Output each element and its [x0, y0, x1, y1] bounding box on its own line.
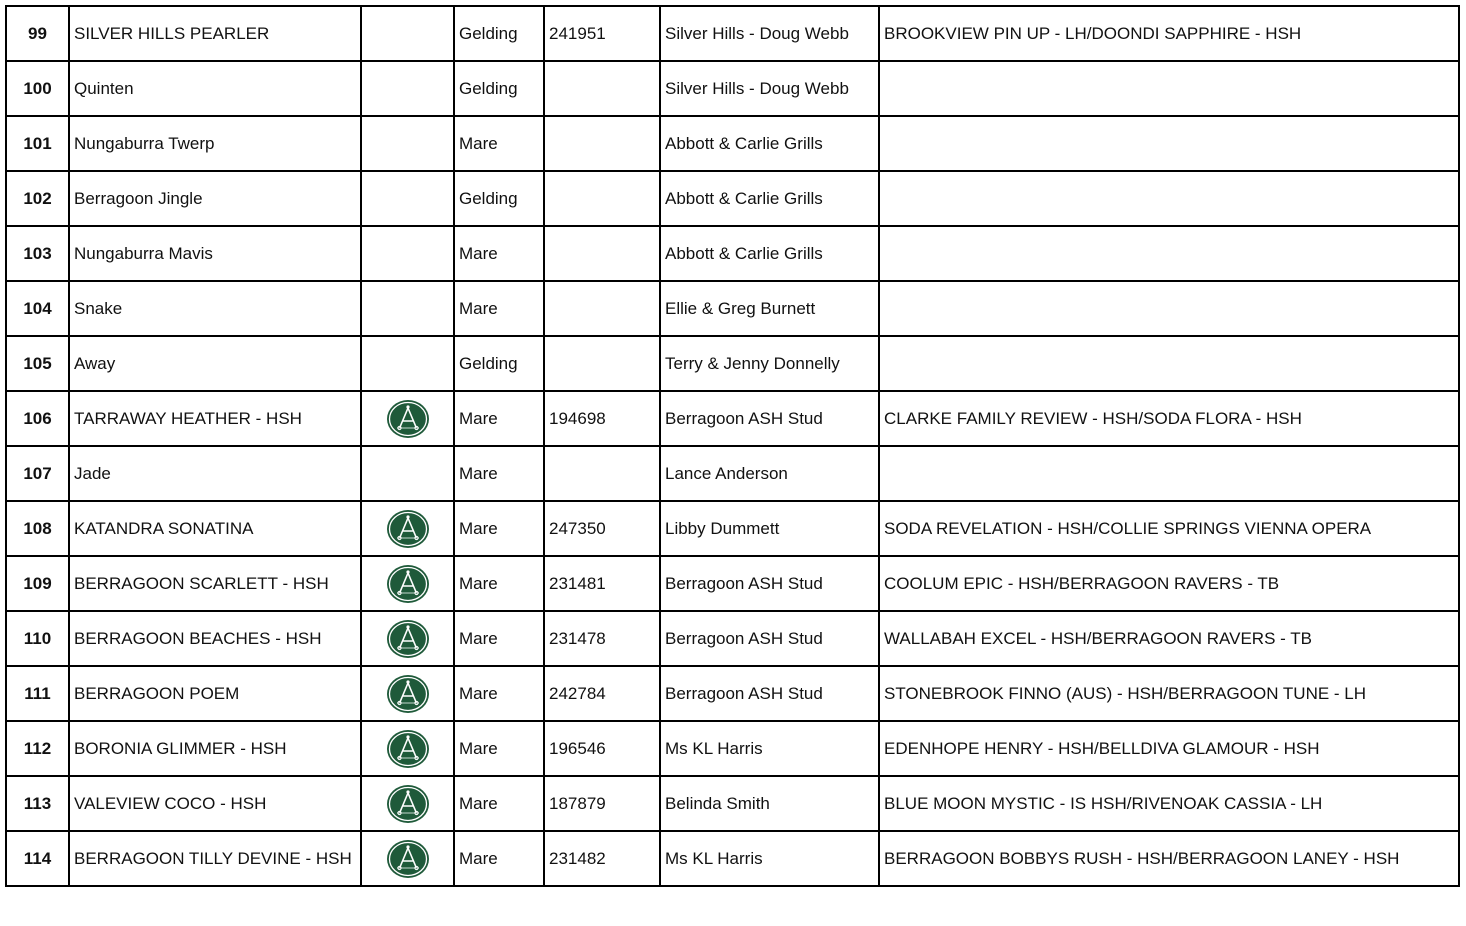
entry-number: 104 — [6, 281, 69, 336]
owner-name: Abbott & Carlie Grills — [660, 226, 879, 281]
owner-name: Berragoon ASH Stud — [660, 666, 879, 721]
pedigree: BROOKVIEW PIN UP - LH/DOONDI SAPPHIRE - HSH — [879, 6, 1459, 61]
pedigree: BLUE MOON MYSTIC - IS HSH/RIVENOAK CASSIA - LH — [879, 776, 1459, 831]
entries-table — [5, 5, 1460, 887]
owner-name: Ms KL Harris — [660, 831, 879, 886]
entry-number: 100 — [6, 61, 69, 116]
logo-cell — [361, 831, 454, 886]
entry-number: 110 — [6, 611, 69, 666]
owner-name: Berragoon ASH Stud — [660, 556, 879, 611]
entry-number: 106 — [6, 391, 69, 446]
registration-number — [544, 61, 660, 116]
owner-name: Terry & Jenny Donnelly — [660, 336, 879, 391]
table-row — [6, 391, 1459, 446]
table-row — [6, 116, 1459, 171]
pedigree: CLARKE FAMILY REVIEW - HSH/SODA FLORA - HSH — [879, 391, 1459, 446]
owner-name: Berragoon ASH Stud — [660, 391, 879, 446]
pedigree — [879, 446, 1459, 501]
logo-cell — [361, 446, 454, 501]
horse-sex: Mare — [454, 501, 544, 556]
logo-cell — [361, 391, 454, 446]
society-emblem-icon — [386, 619, 430, 659]
horse-sex: Mare — [454, 391, 544, 446]
horse-name: BERRAGOON SCARLETT - HSH — [69, 556, 361, 611]
entry-number: 111 — [6, 666, 69, 721]
logo-cell — [361, 556, 454, 611]
registration-number: 194698 — [544, 391, 660, 446]
registration-number: 247350 — [544, 501, 660, 556]
table-row — [6, 721, 1459, 776]
registration-number: 242784 — [544, 666, 660, 721]
registration-number — [544, 336, 660, 391]
entry-number: 109 — [6, 556, 69, 611]
logo-cell — [361, 61, 454, 116]
table-row — [6, 446, 1459, 501]
pedigree — [879, 226, 1459, 281]
owner-name: Silver Hills - Doug Webb — [660, 61, 879, 116]
pedigree: COOLUM EPIC - HSH/BERRAGOON RAVERS - TB — [879, 556, 1459, 611]
pedigree: EDENHOPE HENRY - HSH/BELLDIVA GLAMOUR - HSH — [879, 721, 1459, 776]
owner-name: Ms KL Harris — [660, 721, 879, 776]
horse-sex: Gelding — [454, 61, 544, 116]
horse-name: Nungaburra Twerp — [69, 116, 361, 171]
table-row — [6, 501, 1459, 556]
pedigree — [879, 336, 1459, 391]
society-emblem-icon — [386, 674, 430, 714]
society-emblem-icon — [386, 509, 430, 549]
entry-number: 99 — [6, 6, 69, 61]
owner-name: Ellie & Greg Burnett — [660, 281, 879, 336]
owner-name: Silver Hills - Doug Webb — [660, 6, 879, 61]
owner-name: Lance Anderson — [660, 446, 879, 501]
table-row — [6, 556, 1459, 611]
horse-name: TARRAWAY HEATHER - HSH — [69, 391, 361, 446]
horse-sex: Gelding — [454, 6, 544, 61]
registration-number: 196546 — [544, 721, 660, 776]
entry-number: 112 — [6, 721, 69, 776]
horse-sex: Mare — [454, 556, 544, 611]
table-row — [6, 281, 1459, 336]
registration-number — [544, 446, 660, 501]
registration-number: 231478 — [544, 611, 660, 666]
table-row — [6, 226, 1459, 281]
registration-number — [544, 116, 660, 171]
pedigree — [879, 281, 1459, 336]
horse-name: VALEVIEW COCO - HSH — [69, 776, 361, 831]
society-emblem-icon — [386, 564, 430, 604]
logo-cell — [361, 776, 454, 831]
horse-sex: Mare — [454, 831, 544, 886]
entry-number: 107 — [6, 446, 69, 501]
entry-number: 105 — [6, 336, 69, 391]
society-emblem-icon — [386, 399, 430, 439]
entry-number: 108 — [6, 501, 69, 556]
society-emblem-icon — [386, 839, 430, 879]
registration-number — [544, 171, 660, 226]
entry-number: 101 — [6, 116, 69, 171]
horse-sex: Mare — [454, 226, 544, 281]
entry-number: 113 — [6, 776, 69, 831]
pedigree — [879, 171, 1459, 226]
horse-sex: Mare — [454, 281, 544, 336]
owner-name: Abbott & Carlie Grills — [660, 171, 879, 226]
registration-number — [544, 281, 660, 336]
table-row — [6, 6, 1459, 61]
table-row — [6, 666, 1459, 721]
owner-name: Belinda Smith — [660, 776, 879, 831]
logo-cell — [361, 611, 454, 666]
registration-number: 187879 — [544, 776, 660, 831]
table-row — [6, 776, 1459, 831]
horse-sex: Mare — [454, 116, 544, 171]
logo-cell — [361, 171, 454, 226]
pedigree: WALLABAH EXCEL - HSH/BERRAGOON RAVERS - TB — [879, 611, 1459, 666]
owner-name: Libby Dummett — [660, 501, 879, 556]
table-row — [6, 831, 1459, 886]
horse-name: Snake — [69, 281, 361, 336]
entry-number: 114 — [6, 831, 69, 886]
registration-number: 231482 — [544, 831, 660, 886]
pedigree: SODA REVELATION - HSH/COLLIE SPRINGS VIENNA OPERA — [879, 501, 1459, 556]
logo-cell — [361, 6, 454, 61]
horse-name: KATANDRA SONATINA — [69, 501, 361, 556]
horse-name: BERRAGOON POEM — [69, 666, 361, 721]
horse-sex: Mare — [454, 721, 544, 776]
society-emblem-icon — [386, 729, 430, 769]
horse-name: Jade — [69, 446, 361, 501]
horse-name: Berragoon Jingle — [69, 171, 361, 226]
horse-name: BORONIA GLIMMER - HSH — [69, 721, 361, 776]
logo-cell — [361, 116, 454, 171]
horse-sex: Mare — [454, 446, 544, 501]
registration-number — [544, 226, 660, 281]
table-row — [6, 61, 1459, 116]
owner-name: Berragoon ASH Stud — [660, 611, 879, 666]
pedigree — [879, 61, 1459, 116]
logo-cell — [361, 336, 454, 391]
horse-sex: Mare — [454, 666, 544, 721]
logo-cell — [361, 501, 454, 556]
entry-number: 102 — [6, 171, 69, 226]
horse-name: Quinten — [69, 61, 361, 116]
horse-sex: Mare — [454, 776, 544, 831]
logo-cell — [361, 666, 454, 721]
entry-number: 103 — [6, 226, 69, 281]
pedigree — [879, 116, 1459, 171]
horse-sex: Gelding — [454, 171, 544, 226]
entries-table-body — [6, 6, 1459, 886]
society-emblem-icon — [386, 784, 430, 824]
horse-name: Away — [69, 336, 361, 391]
horse-name: Nungaburra Mavis — [69, 226, 361, 281]
horse-name: SILVER HILLS PEARLER — [69, 6, 361, 61]
table-row — [6, 171, 1459, 226]
horse-name: BERRAGOON BEACHES - HSH — [69, 611, 361, 666]
registration-number: 241951 — [544, 6, 660, 61]
pedigree: STONEBROOK FINNO (AUS) - HSH/BERRAGOON TUNE - LH — [879, 666, 1459, 721]
horse-name: BERRAGOON TILLY DEVINE - HSH — [69, 831, 361, 886]
pedigree: BERRAGOON BOBBYS RUSH - HSH/BERRAGOON LANEY - HSH — [879, 831, 1459, 886]
table-row — [6, 336, 1459, 391]
horse-sex: Gelding — [454, 336, 544, 391]
owner-name: Abbott & Carlie Grills — [660, 116, 879, 171]
table-row — [6, 611, 1459, 666]
logo-cell — [361, 281, 454, 336]
registration-number: 231481 — [544, 556, 660, 611]
horse-sex: Mare — [454, 611, 544, 666]
logo-cell — [361, 226, 454, 281]
logo-cell — [361, 721, 454, 776]
